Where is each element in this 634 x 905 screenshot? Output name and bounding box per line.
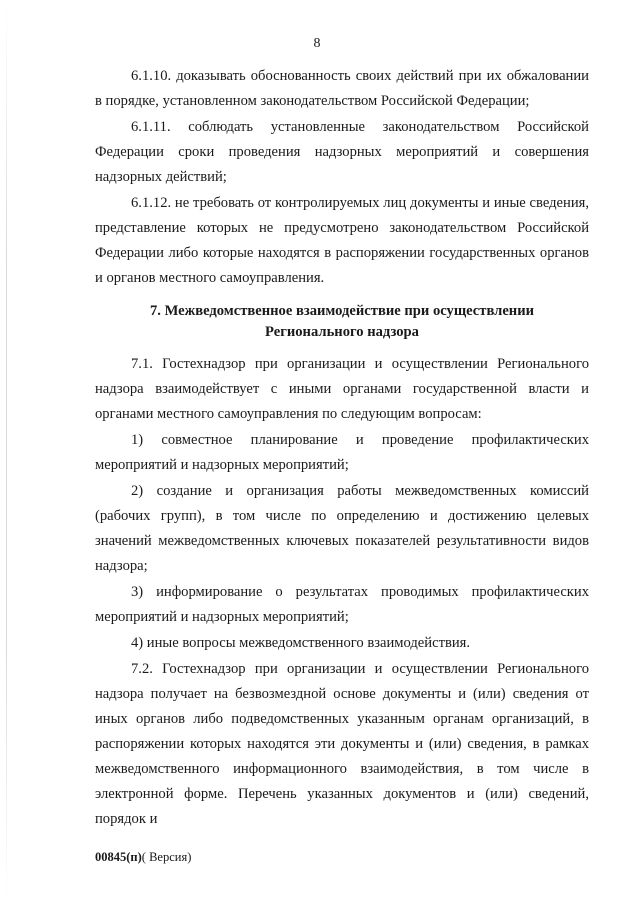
paragraph-7-2: 7.2. Гостехнадзор при организации и осуществлении Регионального надзора получает на безвозмездной основе документы и (или) сведения от иных органов либо подведомственных указанным органам организаций, в распоряжении которых находятся эти документы и (или) сведения, в рамках межведомственного информационного взаимодействия, в том числе в электронной форме. Перечень указанных документов и (или) сведений, порядок и xyxy=(95,661,589,827)
list-item-3: 3) информирование о результатах проводимых профилактических мероприятий и надзорных мероприятий; xyxy=(95,584,589,625)
paragraph-6-1-12: 6.1.12. не требовать от контролируемых лиц документы и иные сведения, представление которых не предусмотрено законодательством Российской Федерации либо которые находятся в распоряжении государственных органов и органов местного самоуправления. xyxy=(95,195,589,286)
list-item-4: 4) иные вопросы межведомственного взаимодействия. xyxy=(131,635,471,651)
document-version: ( Версия) xyxy=(141,850,192,864)
list-item-1: 1) совместное планирование и проведение профилактических мероприятий и надзорных мероприятий; xyxy=(95,432,589,473)
document-footer xyxy=(95,850,191,865)
document-code: 00845(п) xyxy=(95,850,142,864)
section-heading-line2: Регионального надзора xyxy=(265,324,419,340)
paragraph-6-1-10: 6.1.10. доказывать обоснованность своих действий при их обжаловании в порядке, установленном законодательством Российской Федерации; xyxy=(95,68,589,109)
list-item-2: 2) создание и организация работы межведомственных комиссий (рабочих групп), в том числе по определению и достижению целевых значений межведомственных ключевых показателей результативности видов надзора; xyxy=(95,483,589,574)
section-heading-line1: 7. Межведомственное взаимодействие при осуществлении xyxy=(149,303,535,319)
paragraph-7-1: 7.1. Гостехнадзор при организации и осуществлении Регионального надзора взаимодействует с иными органами государственной власти и органами местного самоуправления по следующим вопросам: xyxy=(95,356,589,422)
scan-margin-line xyxy=(6,0,7,905)
document-body xyxy=(95,64,589,832)
paragraph-6-1-11: 6.1.11. соблюдать установленные законодательством Российской Федерации сроки проведения надзорных мероприятий и совершения надзорных действий; xyxy=(95,119,589,185)
section-heading xyxy=(95,301,589,343)
page-number: 8 xyxy=(313,36,321,51)
